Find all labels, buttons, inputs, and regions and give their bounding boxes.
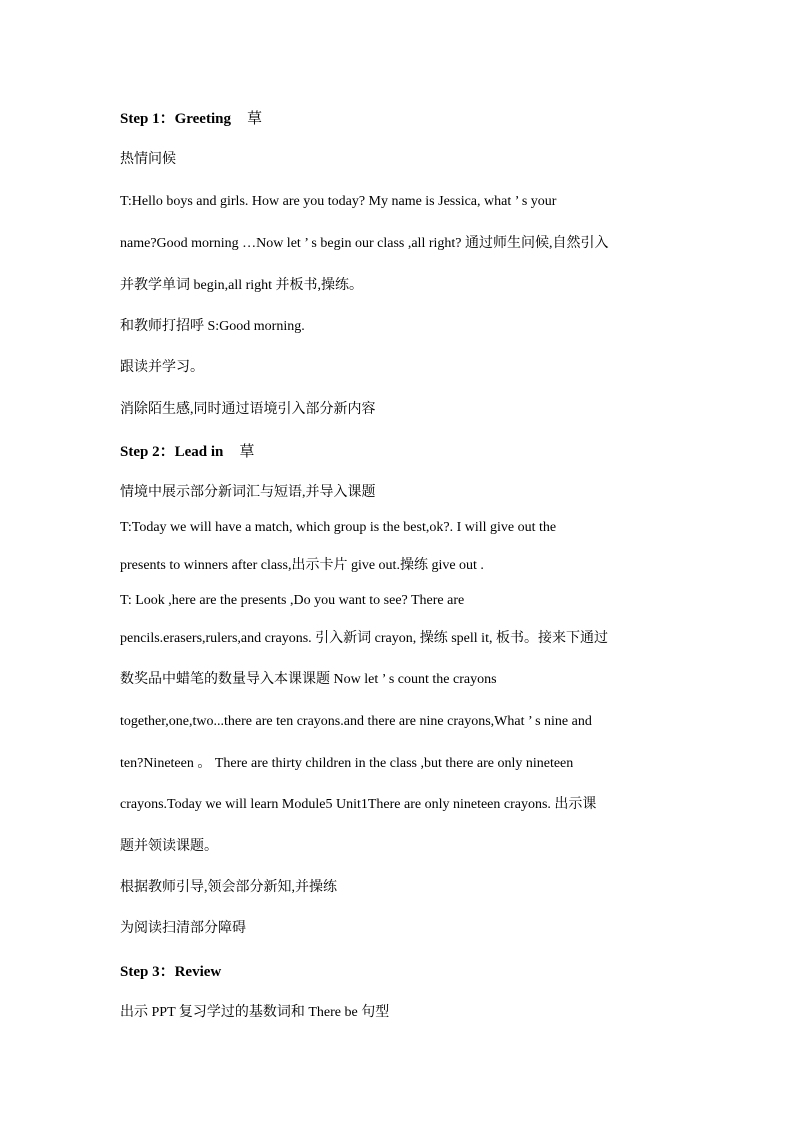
step2-line-3: presents to winners after class,出示卡片 give out.操练 give out . — [120, 558, 484, 573]
step2-line-11: 根据教师引导,领会部分新知,并操练 — [120, 880, 337, 895]
step2-line-8: ten?Nineteen 。 There are thirty children in the class ,but there are only nineteen — [120, 756, 574, 771]
step2-line-1: 情境中展示部分新词汇与短语,并导入课题 — [120, 485, 376, 500]
step2-line-12: 为阅读扫清部分障碍 — [120, 921, 246, 936]
step2-line-5: pencils.erasers,rulers,and crayons. 引入新词 crayon, 操练 spell it, 板书。接来下通过 — [120, 631, 608, 646]
step1-line-1: 热情问候 — [120, 152, 176, 167]
step2-heading-mark: 䓍 — [239, 444, 255, 460]
step2-line-10: 题并领读课题。 — [120, 839, 218, 854]
step2-line-7: together,one,two...there are ten crayons.and there are nine crayons,What ’ s nine and — [120, 714, 592, 729]
step1-line-4: 并教学单词 begin,all right 并板书,操练。 — [120, 278, 364, 293]
step2-line-6: 数奖品中蜡笔的数量导入本课课题 Now let ’ s count the crayons — [120, 672, 497, 687]
step1-line-2: T:Hello boys and girls. How are you today? My name is Jessica, what ’ s your — [120, 194, 557, 209]
step2-heading-text: Step 2：Lead in — [120, 444, 224, 460]
step2-line-4: T: Look ,here are the presents ,Do you want to see? There are — [120, 593, 465, 608]
step1-heading-text: Step 1：Greeting — [120, 111, 231, 127]
step1-line-6: 跟读并学习。 — [120, 360, 204, 375]
step2-line-2: T:Today we will have a match, which group is the best,ok?. I will give out the — [120, 520, 557, 535]
step3-heading — [120, 962, 694, 982]
step3-heading-text: Step 3：Review — [120, 964, 222, 980]
step1-line-3: name?Good morning …Now let ’ s begin our class ,all right? 通过师生问候,自然引入 — [120, 236, 609, 251]
step2-heading — [120, 442, 694, 462]
step1-line-7: 消除陌生感,同时通过语境引入部分新内容 — [120, 402, 376, 417]
step1-line-5: 和教师打招呼 S:Good morning. — [120, 319, 305, 334]
step1-heading-mark: 䓍 — [246, 111, 262, 127]
step2-line-9: crayons.Today we will learn Module5 Unit1There are only nineteen crayons. 出示课 — [120, 797, 597, 812]
step3-line-1: 出示 PPT 复习学过的基数词和 There be 句型 — [120, 1005, 390, 1020]
step1-heading — [120, 109, 694, 129]
